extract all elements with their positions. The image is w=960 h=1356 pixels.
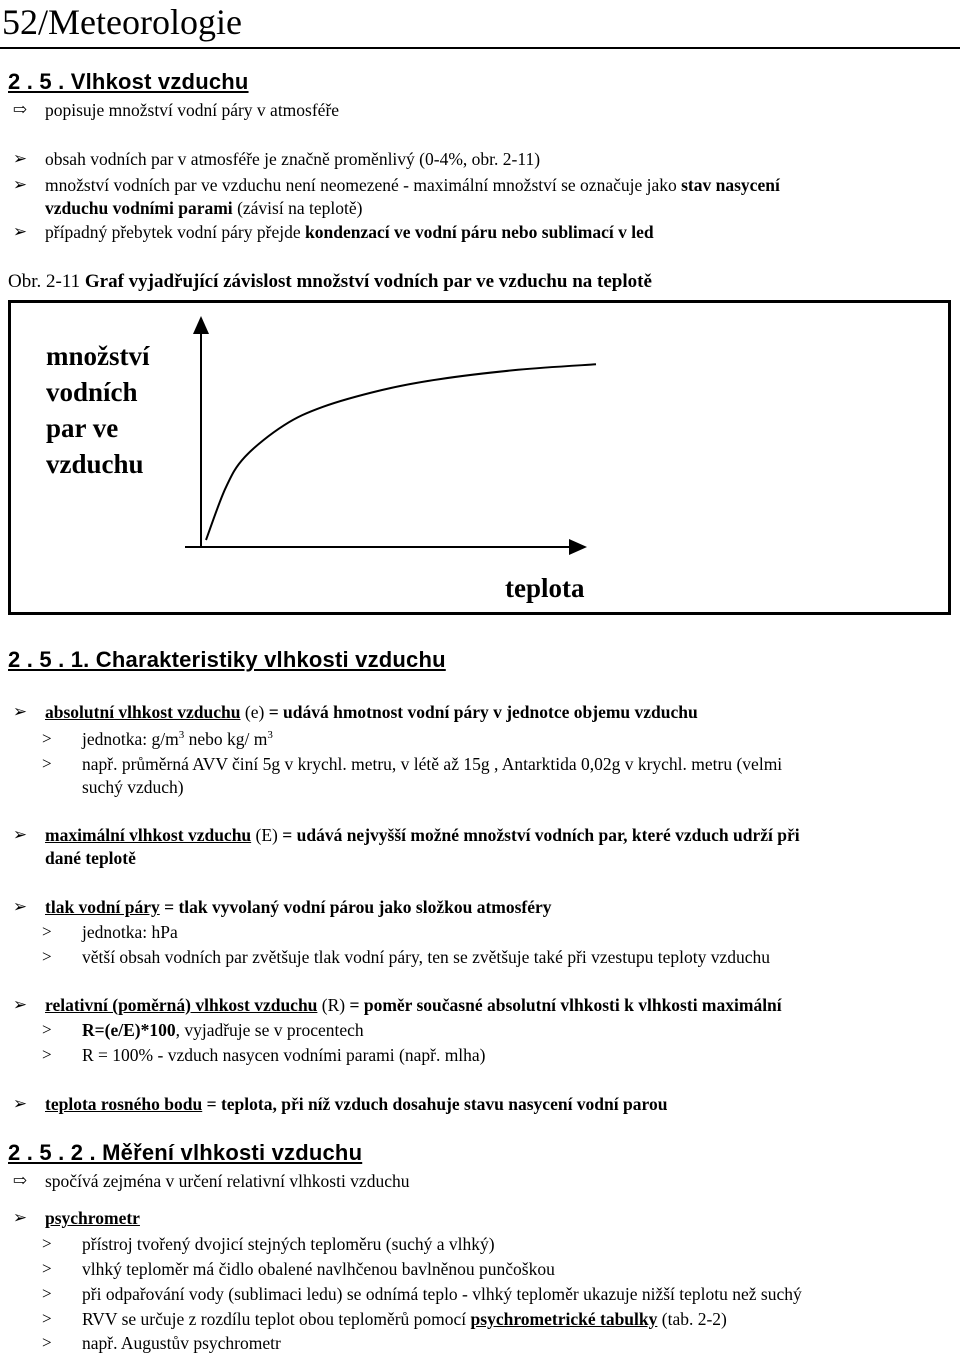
saturation-note: (závisí na teplotě) [232, 198, 363, 218]
absolute-humidity [45, 701, 698, 723]
unit-text-a: jednotka: g/m [82, 729, 179, 749]
bullet-variable-content: obsah vodních par v atmosféře je značně proměnlivý (0-4%, obr. 2-11) [45, 149, 541, 169]
measurement-intro: spočívá zejména v určení relativní vlhkosti vzduchu [45, 1171, 410, 1191]
y-label-line-3: par ve [46, 413, 119, 443]
unit-sup-2: 3 [267, 729, 273, 742]
psychrometer-line-2: vlhký teploměr má čidlo obalené navlhčenou bavlněnou punčoškou [82, 1259, 555, 1279]
gt-marker: > [42, 1309, 52, 1328]
psychrometer-line-5: např. Augustův psychrometr [82, 1333, 281, 1353]
gt-marker: > [42, 729, 52, 748]
humidity-graph [0, 0, 960, 640]
psychrometer-term [45, 1207, 140, 1229]
bullet-arrow-icon: ➢ [12, 175, 28, 194]
psychrometer-line-4 [82, 1308, 727, 1330]
excess-bold: kondenzací ve vodní páru nebo sublimací v led [305, 222, 654, 242]
intro-text: popisuje množství vodní páry v atmosféře [45, 100, 340, 120]
max-humidity-term: maximální vlhkost vzduchu [45, 825, 252, 845]
figure-caption-prefix: Obr. 2-11 [8, 271, 85, 292]
saturation-bold-2: vzduchu vodními parami [45, 198, 233, 218]
bullet-arrow-icon: ➢ [12, 995, 28, 1014]
relative-humidity-term: relativní (poměrná) vlhkost vzduchu [45, 995, 318, 1015]
section-heading-2-5: 2 . 5 . Vlhkost vzduchu [8, 69, 249, 94]
section-heading-2-5-2: 2 . 5 . 2 . Měření vlhkosti vzduchu [8, 1140, 363, 1165]
bullet-arrow-icon: ➢ [12, 1208, 28, 1227]
bullet-arrow-icon: ➢ [12, 222, 28, 241]
psychrometer-line-3: při odpařování vody (sublimaci ledu) se odnímá teplo - vlhký teploměr ukazuje nižší teplotu než suchý [82, 1284, 802, 1304]
relative-humidity-note: R = 100% - vzduch nasycen vodními parami (např. mlha) [82, 1045, 486, 1065]
figure-x-label: teplota [505, 573, 585, 603]
absolute-humidity-symbol: (e) [240, 702, 269, 722]
excess-text: případný přebytek vodní páry přejde [45, 222, 305, 242]
gt-marker: > [42, 1259, 52, 1278]
line4-c: (tab. 2-2) [657, 1309, 727, 1329]
saturation-curve [206, 364, 596, 540]
psychrometer-term-text: psychrometr [45, 1208, 140, 1228]
saturation-text: množství vodních par ve vzduchu není neomezené - maximální množství se označuje jako [45, 175, 682, 195]
y-label-line-1: množství [46, 341, 150, 371]
page-title: 52/Meteorologie [2, 2, 242, 42]
vapor-pressure-unit: jednotka: hPa [82, 922, 178, 942]
unit-text-b: nebo kg/ m [184, 729, 268, 749]
max-humidity-def-2: dané teplotě [45, 848, 136, 868]
absolute-humidity-example: např. průměrná AVV činí 5g v krychl. metru, v létě až 15g , Antarktida 0,02g v krychl. metru (velmi [82, 754, 783, 774]
vapor-pressure-note: větší obsah vodních par zvětšuje tlak vodní páry, ten se zvětšuje také při vzestupu teploty vzduchu [82, 947, 770, 967]
y-label-line-2: vodních [46, 377, 138, 407]
gt-marker: > [42, 1333, 52, 1352]
relative-humidity [45, 994, 782, 1016]
vapor-pressure-term: tlak vodní páry [45, 897, 160, 917]
outline-arrow-icon: ⇨ [12, 100, 28, 119]
max-humidity-cont [45, 847, 136, 869]
bullet-arrow-icon: ➢ [12, 1094, 28, 1113]
dew-point [45, 1093, 667, 1115]
formula-rest: , vyjadřuje se v procentech [175, 1020, 364, 1040]
bullet-arrow-icon: ➢ [12, 825, 28, 844]
gt-marker: > [42, 1045, 52, 1064]
absolute-humidity-def: = udává hmotnost vodní páry v jednotce objemu vzduchu [268, 702, 698, 722]
bullet-arrow-icon: ➢ [12, 149, 28, 168]
max-humidity-def: = udává nejvyšší možné množství vodních par, které vzduch udrží při [282, 825, 800, 845]
relative-humidity-symbol: (R) [317, 995, 350, 1015]
vapor-pressure [45, 896, 552, 918]
gt-marker: > [42, 922, 52, 941]
bullet-arrow-icon: ➢ [12, 702, 28, 721]
gt-marker: > [42, 1020, 52, 1039]
gt-marker: > [42, 947, 52, 966]
relative-humidity-formula [82, 1019, 364, 1041]
gt-marker: > [42, 1234, 52, 1253]
dew-point-term: teplota rosného bodu [45, 1094, 203, 1114]
line4-a: RVV se určuje z rozdílu teplot obou teploměrů pomocí [82, 1309, 471, 1329]
saturation-bold: stav nasycení [681, 175, 780, 195]
max-humidity [45, 824, 800, 846]
absolute-humidity-term: absolutní vlhkost vzduchu [45, 702, 241, 722]
y-axis-arrowhead [193, 316, 209, 334]
x-axis-arrowhead [569, 539, 587, 555]
gt-marker: > [42, 1284, 52, 1303]
vapor-pressure-def: = tlak vyvolaný vodní párou jako složkou atmosféry [159, 897, 552, 917]
absolute-humidity-unit [82, 728, 273, 750]
figure-caption-title: Graf vyjadřující závislost množství vodních par ve vzduchu na teplotě [84, 271, 652, 292]
formula-bold: R=(e/E)*100 [82, 1020, 176, 1040]
relative-humidity-def: = poměr současné absolutní vlhkosti k vlhkosti maximální [349, 995, 782, 1015]
outline-arrow-icon: ⇨ [12, 1171, 28, 1190]
absolute-humidity-example-cont: suchý vzduch) [82, 777, 184, 797]
bullet-arrow-icon: ➢ [12, 897, 28, 916]
psychrometric-table-ref: psychrometrické tabulky [470, 1309, 658, 1329]
unit-sup-1: 3 [178, 729, 185, 742]
dew-point-def: = teplota, při níž vzduch dosahuje stavu nasycení vodní parou [202, 1094, 668, 1114]
gt-marker: > [42, 754, 52, 773]
section-heading-2-5-1: 2 . 5 . 1. Charakteristiky vlhkosti vzduchu [8, 647, 446, 672]
max-humidity-symbol: (E) [251, 825, 283, 845]
y-label-line-4: vzduchu [46, 449, 144, 479]
psychrometer-line-1: přístroj tvořený dvojicí stejných teploměru (suchý a vlhký) [82, 1234, 495, 1254]
